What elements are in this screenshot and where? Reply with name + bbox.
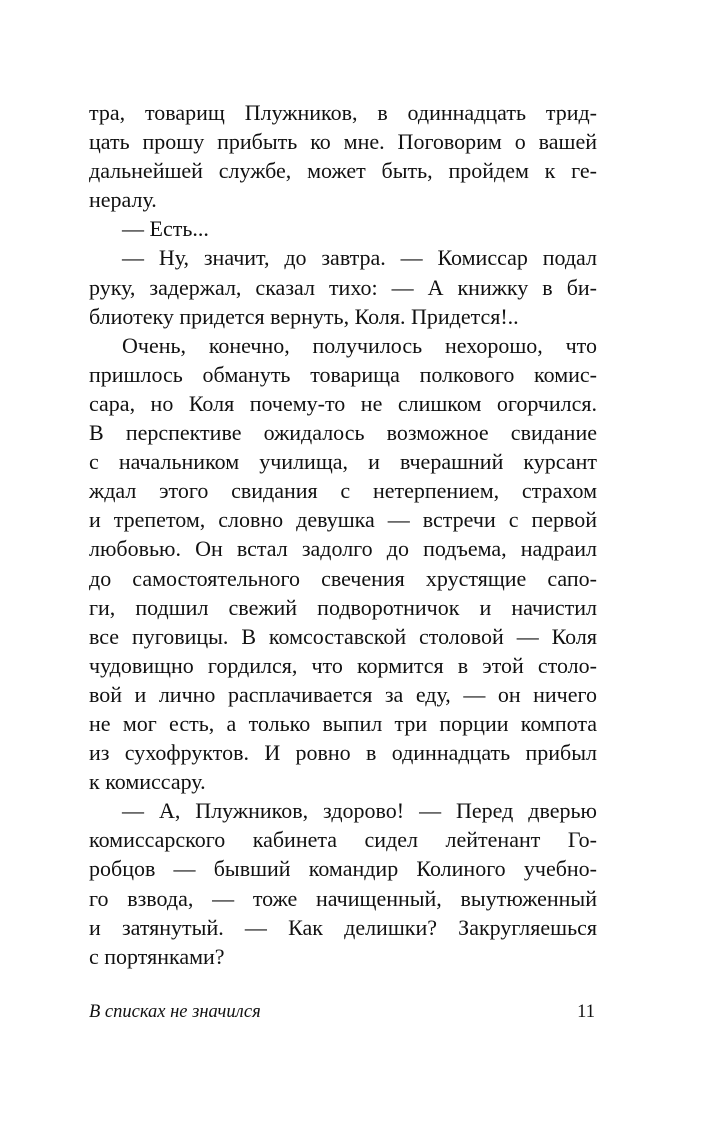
text-line: с портянками? — [89, 943, 225, 969]
text-line: сара, но Коля почему-то не слишком огорчился. — [89, 390, 597, 416]
page-number: 11 — [577, 1002, 595, 1022]
text-line: из сухофруктов. И ровно в одиннадцать прибыл — [89, 740, 597, 766]
text-line: с начальником училища, и вчерашний курсант — [89, 449, 597, 475]
text-line: и трепетом, словно девушка — встречи с первой — [89, 507, 597, 533]
text-line: до самостоятельного свечения хрустящие сапо- — [89, 565, 597, 591]
text-line: вой и лично расплачивается за еду, — он ничего — [89, 681, 597, 707]
text-line: цать прошу прибыть ко мне. Поговорим о вашей — [89, 129, 597, 155]
text-line: все пуговицы. В комсоставской столовой — Коля — [89, 623, 597, 649]
text-line: дальнейшей службе, может быть, пройдем к ге- — [89, 158, 597, 184]
page-footer — [89, 1000, 597, 1024]
text-line: руку, задержал, сказал тихо: — А книжку в би- — [89, 274, 597, 300]
page-body — [89, 98, 597, 971]
text-line: любовью. Он встал задолго до подъема, надраил — [89, 536, 597, 562]
text-line: — Есть... — [122, 216, 209, 242]
text-line: Очень, конечно, получилось нехорошо, что — [122, 332, 597, 358]
text-line: робцов — бывший командир Колиного учебно- — [89, 856, 597, 882]
text-line: ждал этого свидания с нетерпением, страхом — [89, 478, 597, 504]
running-title: В списках не значился — [89, 1002, 261, 1022]
text-line: — А, Плужников, здорово! — Перед дверью — [122, 798, 597, 824]
text-line: тра, товарищ Плужников, в одиннадцать трид- — [89, 100, 597, 125]
text-line: ги, подшил свежий подворотничок и начистил — [89, 594, 597, 620]
text-line: и затянутый. — Как делишки? Закругляешься — [89, 914, 597, 940]
text-line: комиссарского кабинета сидел лейтенант Го- — [89, 827, 597, 853]
text-line: пришлось обмануть товарища полкового комис- — [89, 361, 597, 387]
text-line: го взвода, — тоже начищенный, выутюженный — [89, 885, 597, 911]
text-line: чудовищно гордился, что кормится в этой столо- — [89, 652, 597, 678]
text-line: — Ну, значит, до завтра. — Комиссар подал — [122, 245, 597, 271]
text-line: блиотеку придется вернуть, Коля. Придется!.. — [89, 303, 519, 329]
text-line: к комиссару. — [89, 769, 206, 795]
text-line: нералу. — [89, 187, 157, 213]
text-line: В перспективе ожидалось возможное свидание — [89, 420, 597, 446]
text-line: не мог есть, а только выпил три порции компота — [89, 710, 597, 736]
